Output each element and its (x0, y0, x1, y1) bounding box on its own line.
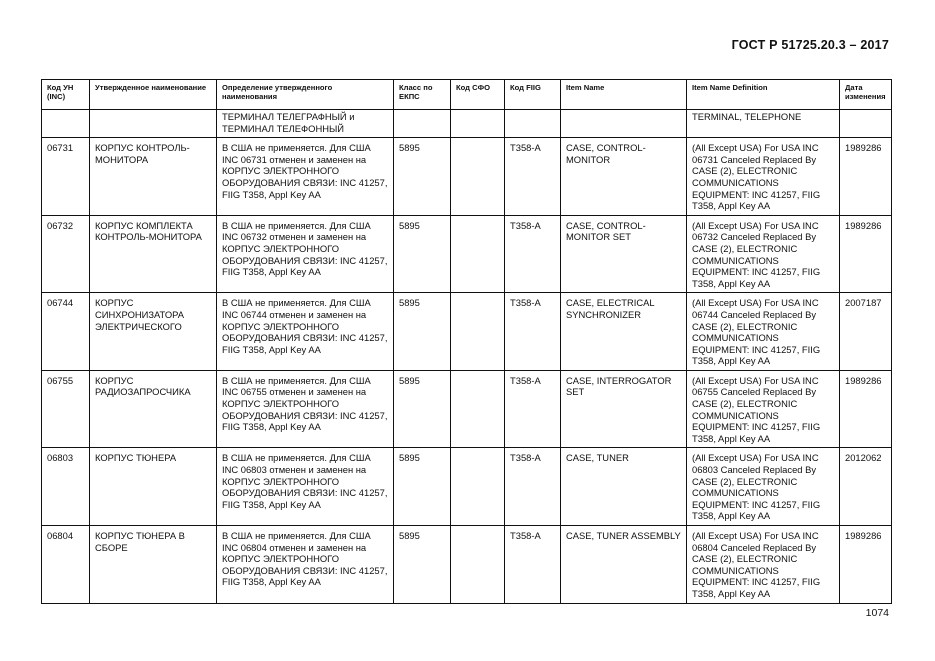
cell-name: КОРПУС КОМПЛЕКТА КОНТРОЛЬ-МОНИТОРА (90, 215, 217, 293)
col-header-definition: Определение утвержденного наименования (217, 80, 394, 110)
cell-inc: 06755 (42, 370, 90, 448)
cell-definition: В США не применяется. Для США INC 06803 отменен и заменен на КОРПУС ЭЛЕКТРОННОГО ОБОРУДОВАНИЯ СВЯЗИ: INC 41257, FIIG T358, Appl Key AA (217, 448, 394, 526)
cell-item-def: (All Except USA) For USA INC 06732 Canceled Replaced By CASE (2), ELECTRONIC COMMUNICATIONS EQUIPMENT: INC 41257, FIIG T358, Appl Key AA (687, 215, 840, 293)
col-header-sfo: Код СФО (451, 80, 505, 110)
cell-definition: В США не применяется. Для США INC 06732 отменен и заменен на КОРПУС ЭЛЕКТРОННОГО ОБОРУДОВАНИЯ СВЯЗИ: INC 41257, FIIG T358, Appl Key AA (217, 215, 394, 293)
cell-ekps: 5895 (394, 138, 451, 216)
table-row (42, 448, 892, 526)
cell-inc: 06804 (42, 526, 90, 604)
page-number: 1074 (865, 607, 889, 619)
table-header-row (42, 80, 892, 110)
cell-item-def: (All Except USA) For USA INC 06744 Canceled Replaced By CASE (2), ELECTRONIC COMMUNICATIONS EQUIPMENT: INC 41257, FIIG T358, Appl Key AA (687, 293, 840, 371)
cell-name: КОРПУС ТЮНЕРА (90, 448, 217, 526)
col-header-fiig: Код FIIG (505, 80, 561, 110)
cell-fiig: T358-A (505, 293, 561, 371)
cell-sfo (451, 448, 505, 526)
cell-date: 1989286 (840, 526, 892, 604)
table-row (42, 138, 892, 216)
cell-date: 1989286 (840, 370, 892, 448)
cell-definition: В США не применяется. Для США INC 06731 отменен и заменен на КОРПУС ЭЛЕКТРОННОГО ОБОРУДОВАНИЯ СВЯЗИ: INC 41257, FIIG T358, Appl Key AA (217, 138, 394, 216)
cell-sfo (451, 370, 505, 448)
document-header: ГОСТ Р 51725.20.3 – 2017 (731, 38, 889, 52)
cell-sfo (451, 293, 505, 371)
table-row (42, 293, 892, 371)
cell-fiig: T358-A (505, 526, 561, 604)
cell-date: 1989286 (840, 215, 892, 293)
cell-inc: 06803 (42, 448, 90, 526)
table-row-continuation (42, 110, 892, 138)
table-row (42, 526, 892, 604)
cell-item-name: CASE, CONTROL-MONITOR SET (561, 215, 687, 293)
col-header-name: Утвержденное наименование (90, 80, 217, 110)
cell-sfo (451, 526, 505, 604)
table-row (42, 215, 892, 293)
cell-ekps: 5895 (394, 526, 451, 604)
cell-item-name: CASE, CONTROL-MONITOR (561, 138, 687, 216)
cell-ekps: 5895 (394, 370, 451, 448)
cell-definition: В США не применяется. Для США INC 06755 отменен и заменен на КОРПУС ЭЛЕКТРОННОГО ОБОРУДОВАНИЯ СВЯЗИ: INC 41257, FIIG T358, Appl Key AA (217, 370, 394, 448)
cell-date: 1989286 (840, 138, 892, 216)
cell-definition: В США не применяется. Для США INC 06804 отменен и заменен на КОРПУС ЭЛЕКТРОННОГО ОБОРУДОВАНИЯ СВЯЗИ: INC 41257, FIIG T358, Appl Key AA (217, 526, 394, 604)
cell-date: 2007187 (840, 293, 892, 371)
cell-name: КОРПУС РАДИОЗАПРОСЧИКА (90, 370, 217, 448)
cell-ekps: 5895 (394, 448, 451, 526)
cell-inc: 06732 (42, 215, 90, 293)
cell-item-name: CASE, TUNER (561, 448, 687, 526)
cell-item-name: CASE, TUNER ASSEMBLY (561, 526, 687, 604)
cell-fiig: T358-A (505, 448, 561, 526)
cell-definition: В США не применяется. Для США INC 06744 отменен и заменен на КОРПУС ЭЛЕКТРОННОГО ОБОРУДОВАНИЯ СВЯЗИ: INC 41257, FIIG T358, Appl Key AA (217, 293, 394, 371)
cell-item-name: CASE, ELECTRICAL SYNCHRONIZER (561, 293, 687, 371)
cell-definition: ТЕРМИНАЛ ТЕЛЕГРАФНЫЙ и ТЕРМИНАЛ ТЕЛЕФОННЫЙ (217, 110, 394, 138)
cell-inc: 06744 (42, 293, 90, 371)
cell-item-def: (All Except USA) For USA INC 06804 Canceled Replaced By CASE (2), ELECTRONIC COMMUNICATIONS EQUIPMENT: INC 41257, FIIG T358, Appl Key AA (687, 526, 840, 604)
cell-item-def: (All Except USA) For USA INC 06731 Canceled Replaced By CASE (2), ELECTRONIC COMMUNICATIONS EQUIPMENT: INC 41257, FIIG T358, Appl Key AA (687, 138, 840, 216)
cell-fiig: T358-A (505, 215, 561, 293)
cell-ekps: 5895 (394, 293, 451, 371)
col-header-item-def: Item Name Definition (687, 80, 840, 110)
cell-item-def: (All Except USA) For USA INC 06755 Canceled Replaced By CASE (2), ELECTRONIC COMMUNICATIONS EQUIPMENT: INC 41257, FIIG T358, Appl Key AA (687, 370, 840, 448)
cell-inc: 06731 (42, 138, 90, 216)
cell-sfo (451, 138, 505, 216)
col-header-item-name: Item Name (561, 80, 687, 110)
cell-item-name: CASE, INTERROGATOR SET (561, 370, 687, 448)
cell-item-def: (All Except USA) For USA INC 06803 Canceled Replaced By CASE (2), ELECTRONIC COMMUNICATIONS EQUIPMENT: INC 41257, FIIG T358, Appl Key AA (687, 448, 840, 526)
catalog-table (41, 79, 892, 604)
cell-name: КОРПУС КОНТРОЛЬ-МОНИТОРА (90, 138, 217, 216)
col-header-inc: Код УН (INC) (42, 80, 90, 110)
table-row (42, 370, 892, 448)
cell-fiig: T358-A (505, 138, 561, 216)
cell-sfo (451, 215, 505, 293)
cell-name: КОРПУС СИНХРОНИЗАТОРА ЭЛЕКТРИЧЕСКОГО (90, 293, 217, 371)
cell-fiig: T358-A (505, 370, 561, 448)
cell-ekps: 5895 (394, 215, 451, 293)
col-header-date: Дата изменения (840, 80, 892, 110)
cell-date: 2012062 (840, 448, 892, 526)
cell-item-def: TERMINAL, TELEPHONE (687, 110, 840, 138)
cell-name: КОРПУС ТЮНЕРА В СБОРЕ (90, 526, 217, 604)
col-header-ekps: Класс по ЕКПС (394, 80, 451, 110)
